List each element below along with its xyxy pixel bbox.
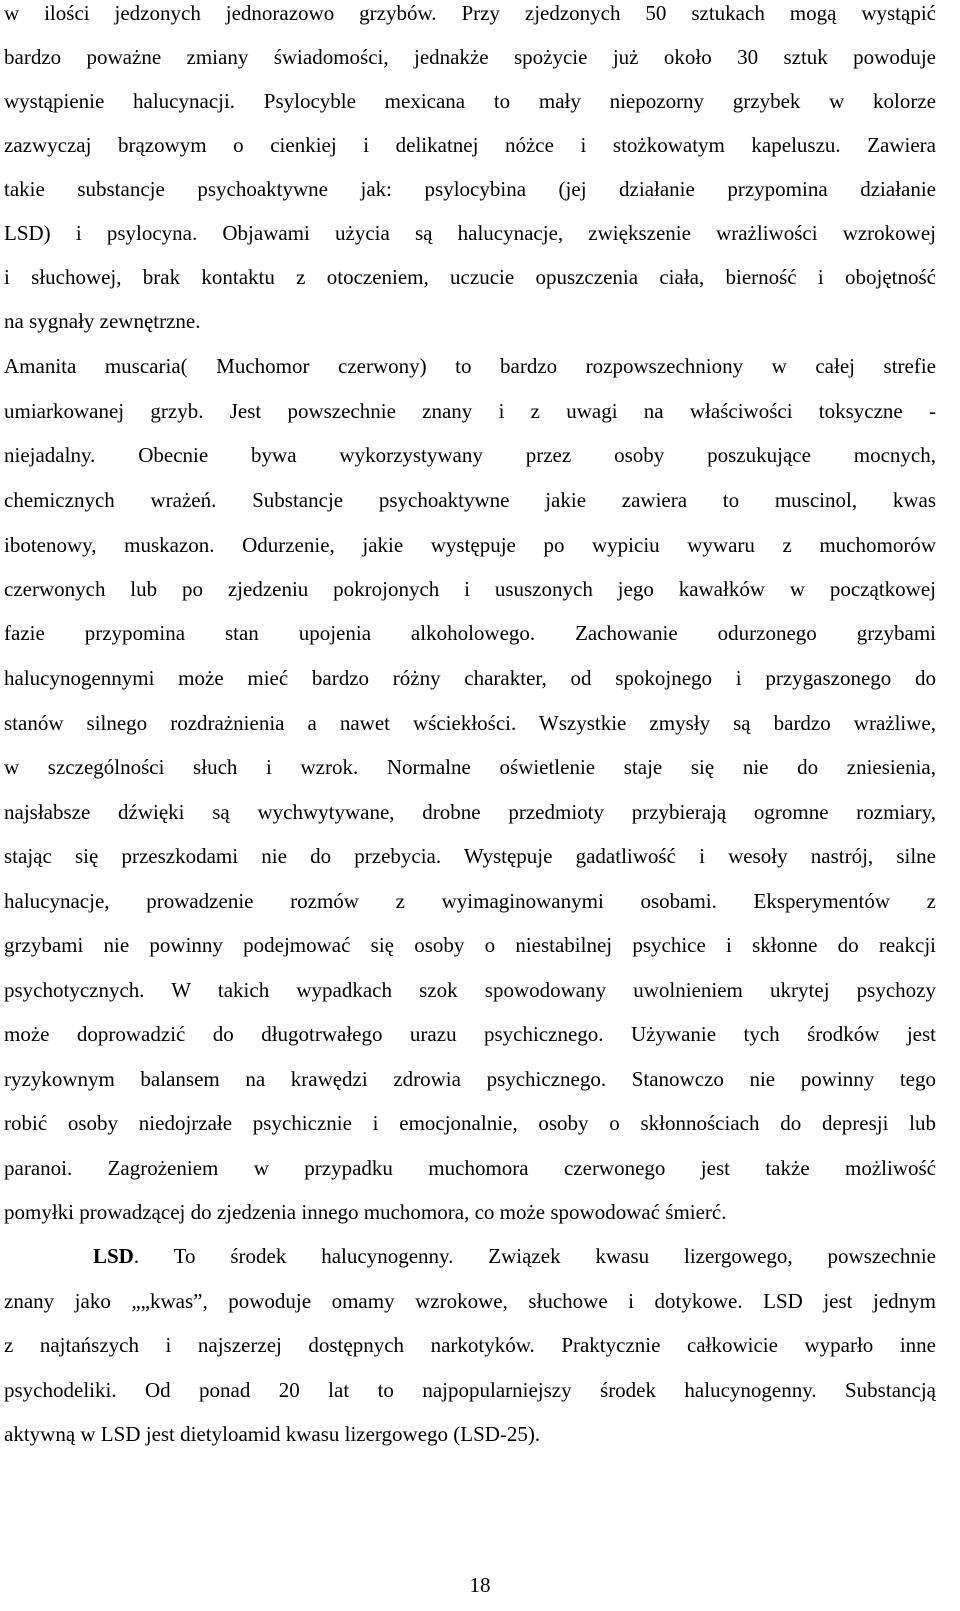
text-line: stając się przeszkodami nie do przebycia. Występuje gadatliwość i wesoły nastrój, silne bbox=[4, 844, 936, 868]
text-line: pomyłki prowadzącej do zjedzenia innego muchomora, co może spowodować śmierć. bbox=[4, 1200, 727, 1224]
lsd-first-line bbox=[93, 1243, 936, 1269]
text-line: może doprowadzić do długotrwałego urazu psychicznego. Używanie tych środków jest bbox=[4, 1022, 936, 1046]
text-line: bardzo poważne zmiany świadomości, jednakże spożycie już około 30 sztuk powoduje bbox=[4, 45, 936, 69]
text-line: i słuchowej, brak kontaktu z otoczeniem, uczucie opuszczenia ciała, bierność i obojętność bbox=[4, 265, 936, 289]
text-line: psychotycznych. W takich wypadkach szok spowodowany uwolnieniem ukrytej psychozy bbox=[4, 978, 936, 1002]
text-line: paranoi. Zagrożeniem w przypadku muchomora czerwonego jest także możliwość bbox=[4, 1156, 936, 1180]
text-line: halucynacje, prowadzenie rozmów z wyimaginowanymi osobami. Eksperymentów z bbox=[4, 889, 936, 913]
text-line: fazie przypomina stan upojenia alkoholowego. Zachowanie odurzonego grzybami bbox=[4, 621, 936, 645]
text-line: psychodeliki. Od ponad 20 lat to najpopularniejszy środek halucynogenny. Substancją bbox=[4, 1378, 936, 1402]
text-line: grzybami nie powinny podejmować się osoby o niestabilnej psychice i skłonne do reakcji bbox=[4, 933, 936, 957]
text-line: niejadalny. Obecnie bywa wykorzystywany przez osoby poszukujące mocnych, bbox=[4, 443, 936, 467]
text-line: wystąpienie halucynacji. Psylocyble mexicana to mały niepozorny grzybek w kolorze bbox=[4, 89, 936, 113]
page-number: 18 bbox=[469, 1573, 491, 1597]
text-line: umiarkowanej grzyb. Jest powszechnie znany i z uwagi na właściwości toksyczne - bbox=[4, 399, 936, 423]
text-line: najsłabsze dźwięki są wychwytywane, drobne przedmioty przybierają ogromne rozmiary, bbox=[4, 800, 936, 824]
text-line: znany jako „„kwas”, powoduje omamy wzrokowe, słuchowe i dotykowe. LSD jest jednym bbox=[4, 1289, 936, 1313]
text-line: w ilości jedzonych jednorazowo grzybów. Przy zjedzonych 50 sztukach mogą wystąpić bbox=[4, 1, 936, 25]
text-line: chemicznych wrażeń. Substancje psychoaktywne jakie zawiera to muscinol, kwas bbox=[4, 488, 936, 512]
text-line: LSD) i psylocyna. Objawami użycia są halucynacje, zwiększenie wrażliwości wzrokowej bbox=[4, 221, 936, 245]
text-line: na sygnały zewnętrzne. bbox=[4, 309, 201, 333]
text-line: ibotenowy, muskazon. Odurzenie, jakie występuje po wypiciu wywaru z muchomorów bbox=[4, 533, 936, 557]
text-line: w szczególności słuch i wzrok. Normalne oświetlenie staje się nie do zniesienia, bbox=[4, 755, 936, 779]
text-line: czerwonych lub po zjedzeniu pokrojonych i ususzonych jego kawałków w początkowej bbox=[4, 577, 936, 601]
text-line: z najtańszych i najszerzej dostępnych narkotyków. Praktycznie całkowicie wyparło inne bbox=[4, 1333, 936, 1357]
lsd-heading: LSD bbox=[93, 1244, 134, 1268]
text-line: aktywną w LSD jest dietyloamid kwasu lizergowego (LSD-25). bbox=[4, 1422, 541, 1446]
text-line: ryzykownym balansem na krawędzi zdrowia psychicznego. Stanowczo nie powinny tego bbox=[4, 1067, 936, 1091]
text-line: robić osoby niedojrzałe psychicznie i emocjonalnie, osoby o skłonnościach do depresji lub bbox=[4, 1111, 936, 1135]
text-line: halucynogennymi może mieć bardzo różny charakter, od spokojnego i przygaszonego do bbox=[4, 666, 936, 690]
lsd-first-line-text: . To środek halucynogenny. Związek kwasu lizergowego, powszechnie bbox=[133, 1244, 936, 1268]
text-line: Amanita muscaria( Muchomor czerwony) to bardzo rozpowszechniony w całej strefie bbox=[4, 354, 936, 378]
text-line: stanów silnego rozdrażnienia a nawet wściekłości. Wszystkie zmysły są bardzo wrażliwe, bbox=[4, 711, 936, 735]
text-line: takie substancje psychoaktywne jak: psylocybina (jej działanie przypomina działanie bbox=[4, 177, 936, 201]
text-line: zazwyczaj brązowym o cienkiej i delikatnej nóżce i stożkowatym kapeluszu. Zawiera bbox=[4, 133, 936, 157]
